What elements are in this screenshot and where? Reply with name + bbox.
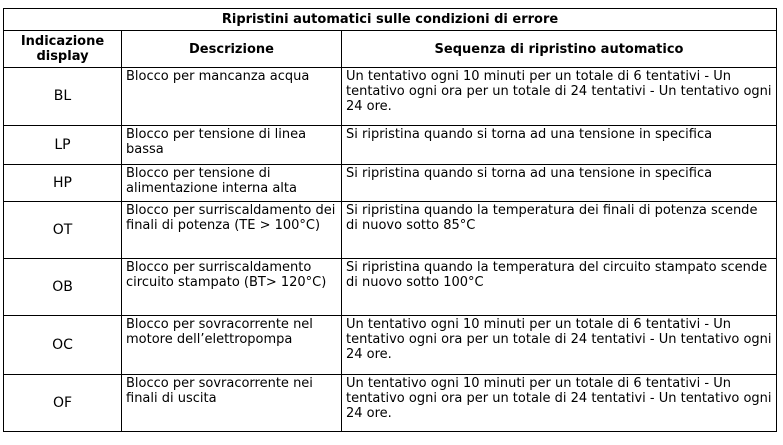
display-code: BL [4,68,122,126]
table-row [4,68,777,126]
table-title: Ripristini automatici sulle condizioni di errore [4,9,777,31]
display-code: OC [4,316,122,375]
column-header-display: Indicazione display [4,31,122,68]
display-code: LP [4,126,122,165]
error-description: Blocco per mancanza acqua [122,68,342,126]
reset-sequence: Un tentativo ogni 10 minuti per un totale di 6 tentativi - Un tentativo ogni ora per un totale di 24 tentativi - Un tentativo ogni 24 ore. [342,68,777,126]
display-code: OF [4,375,122,432]
table-row [4,202,777,259]
error-description: Blocco per surriscaldamento dei finali di potenza (TE > 100°C) [122,202,342,259]
reset-sequence: Un tentativo ogni 10 minuti per un totale di 6 tentativi - Un tentativo ogni ora per un totale di 24 tentativi - Un tentativo ogni 24 ore. [342,316,777,375]
table-row [4,375,777,432]
reset-sequence: Si ripristina quando la temperatura del circuito stampato scende di nuovo sotto 100°C [342,259,777,316]
table-row [4,316,777,375]
error-description: Blocco per surriscaldamento circuito stampato (BT> 120°C) [122,259,342,316]
error-description: Blocco per sovracorrente nel motore dell’elettropompa [122,316,342,375]
reset-sequence: Un tentativo ogni 10 minuti per un totale di 6 tentativi - Un tentativo ogni ora per un totale di 24 tentativi - Un tentativo ogni 24 ore. [342,375,777,432]
display-code: OT [4,202,122,259]
column-header-description: Descrizione [122,31,342,68]
error-description: Blocco per tensione di alimentazione interna alta [122,165,342,202]
table-row [4,126,777,165]
table-row [4,165,777,202]
error-reset-table [3,8,777,432]
reset-sequence: Si ripristina quando si torna ad una tensione in specifica [342,165,777,202]
table-row [4,259,777,316]
column-header-sequence: Sequenza di ripristino automatico [342,31,777,68]
reset-sequence: Si ripristina quando si torna ad una tensione in specifica [342,126,777,165]
reset-sequence: Si ripristina quando la temperatura dei finali di potenza scende di nuovo sotto 85°C [342,202,777,259]
error-description: Blocco per tensione di linea bassa [122,126,342,165]
error-description: Blocco per sovracorrente nei finali di uscita [122,375,342,432]
display-code: HP [4,165,122,202]
display-code: OB [4,259,122,316]
